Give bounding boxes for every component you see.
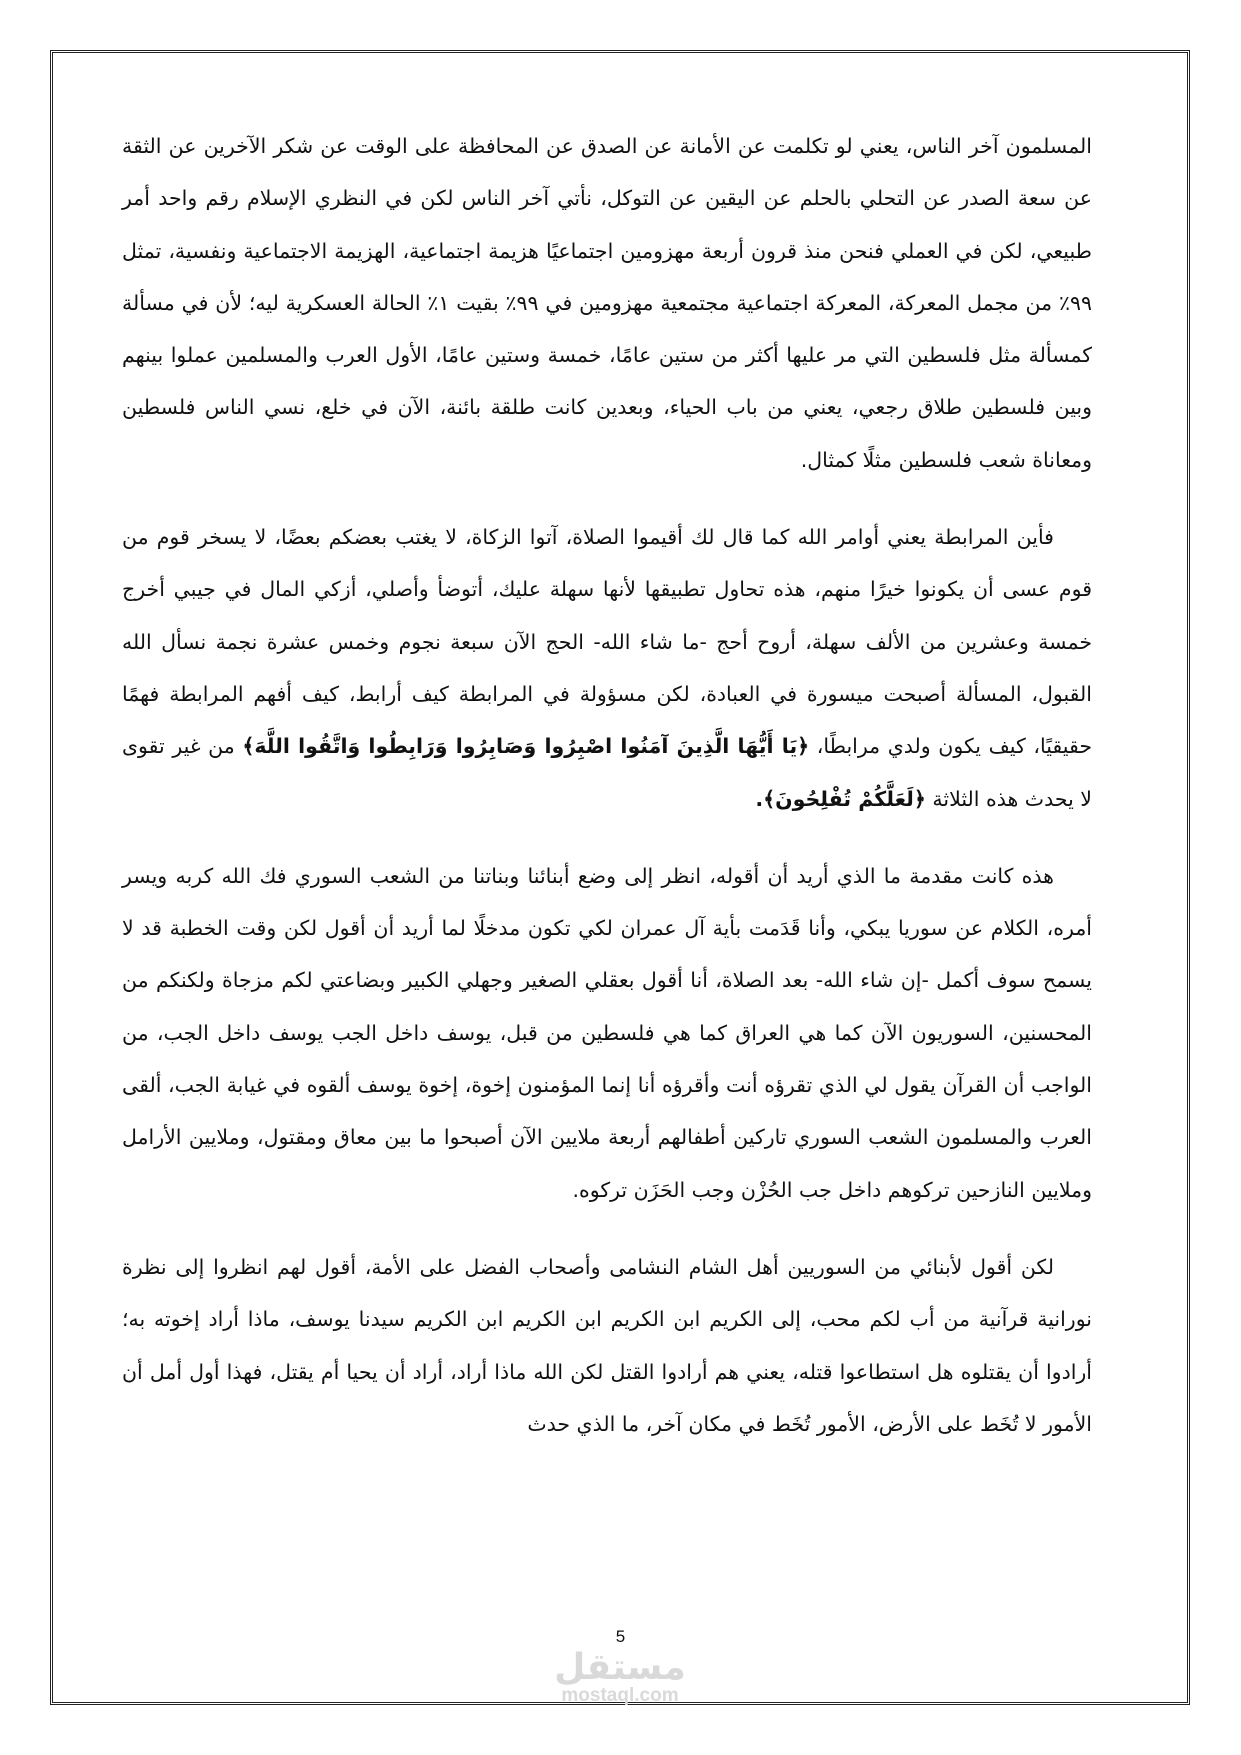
document-body (122, 120, 1092, 1475)
paragraph-3 (122, 850, 1092, 1216)
quran-verse: ﴿لَعَلَّكُمْ تُفْلِحُونَ﴾. (755, 786, 926, 811)
paragraph-4 (122, 1241, 1092, 1450)
quran-verse: ﴿يَا أَيُّهَا الَّذِينَ آمَنُوا اصْبِرُوا وَصَابِرُوا وَرَابِطُوا وَاتَّقُوا اللَّهَ﴾ (242, 734, 810, 759)
paragraph-2 (122, 511, 1092, 825)
paragraph-text: من غير تقوى لا يحدث هذه الثلاثة (122, 734, 1092, 811)
page-number: 5 (615, 1627, 626, 1646)
paragraph-1 (122, 120, 1092, 486)
paragraph-text: المسلمون آخر الناس، يعني لو تكلمت عن الأمانة عن الصدق عن المحافظة على الوقت عن شكر الآخرين عن الثقة عن سعة الصدر عن التحلي بالحلم عن اليقين عن التوكل، نأتي آخر الناس لكن في النظري الإسلام رقم واحد أمر طبيعي، لكن في العملي فنحن منذ قرون أربعة مهزومين اجتماعيًا هزيمة اجتماعية، الهزيمة الاجتماعية ونفسية، تمثل ٩٩٪ من مجمل المعركة، المعركة اجتماعية مجتمعية مهزومين في ٩٩٪ بقيت ١٪ الحالة العسكرية ليه؛ لأن في مسألة كمسألة مثل فلسطين التي مر عليها أكثر من ستين عامًا، خمسة وستين عامًا، الأول العرب والمسلمين عملوا بينهم وبين فلسطين طلاق رجعي، يعني من باب الحياء، وبعدين كانت طلقة بائنة، الآن في خلع، نسي الناس فلسطين ومعاناة شعب فلسطين مثلًا كمثال. (122, 134, 1092, 472)
paragraph-text: هذه كانت مقدمة ما الذي أريد أن أقوله، انظر إلى وضع أبنائنا وبناتنا من الشعب السوري فك الله كربه ويسر أمره، الكلام عن سوريا يبكي، وأنا قَدَمت بأية آل عمران لكي تكون مدخلًا لما أريد أن أقول لكن وقت الخطبة قد لا يسمح سوف أكمل -إن شاء الله- بعد الصلاة، أنا أقول بعقلي الصغير وجهلي الكبير وبضاعتي لكم مزجاة ولكنكم من المحسنين، السوريون الآن كما هي العراق كما هي فلسطين من قبل، يوسف داخل الجب يوسف داخل الجب، من الواجب أن القرآن يقول لي الذي تقرؤه أنت وأقرؤه أنا إنما المؤمنون إخوة، إخوة يوسف ألقوه في غيابة الجب، ألقى العرب والمسلمون الشعب السوري تاركين أطفالهم أربعة ملايين الآن أصبحوا ما بين معاق ومقتول، وملايين الأرامل وملايين النازحين تركوهم داخل جب الحُزْن وجب الحَزَن تركوه. (122, 863, 1092, 1202)
watermark-latin-text: mostaql.com (561, 1685, 679, 1706)
paragraph-text: لكن أقول لأبنائي من السوريين أهل الشام النشامى وأصحاب الفضل على الأمة، أقول لهم انظروا إلى نظرة نورانية قرآنية من أب لكم محب، إلى الكريم ابن الكريم ابن الكريم ابن الكريم سيدنا يوسف، ماذا أراد إخوته به؛ أرادوا أن يقتلوه هل استطاعوا قتله، يعني هم أرادوا القتل لكن الله ماذا أراد، أراد أن يحيا أم يقتل، فهذا أول أمل أن الأمور لا تُخَط على الأرض، الأمور تُخَط في مكان آخر، ما الذي حدث (122, 1254, 1092, 1436)
watermark-arabic-text: مستقل (554, 1647, 686, 1688)
paragraph-text: فأين المرابطة يعني أوامر الله كما قال لك أقيموا الصلاة، آتوا الزكاة، لا يغتب بعضكم بعضًا، لا يسخر قوم من قوم عسى أن يكونوا خيرًا منهم، هذه تحاول تطبيقها لأنها سهلة عليك، أتوضأ وأصلي، أزكي المال في جيبي أخرج خمسة وعشرين من الألف سهلة، أروح أحج -ما شاء الله- الحج الآن سبعة نجوم وخمس عشرة نجمة نسأل الله القبول، المسألة أصبحت ميسورة في العبادة، لكن مسؤولة في المرابطة كيف أرابط، كيف أفهم المرابطة فهمًا حقيقيًا، كيف يكون ولدي مرابطًا، (122, 525, 1092, 759)
